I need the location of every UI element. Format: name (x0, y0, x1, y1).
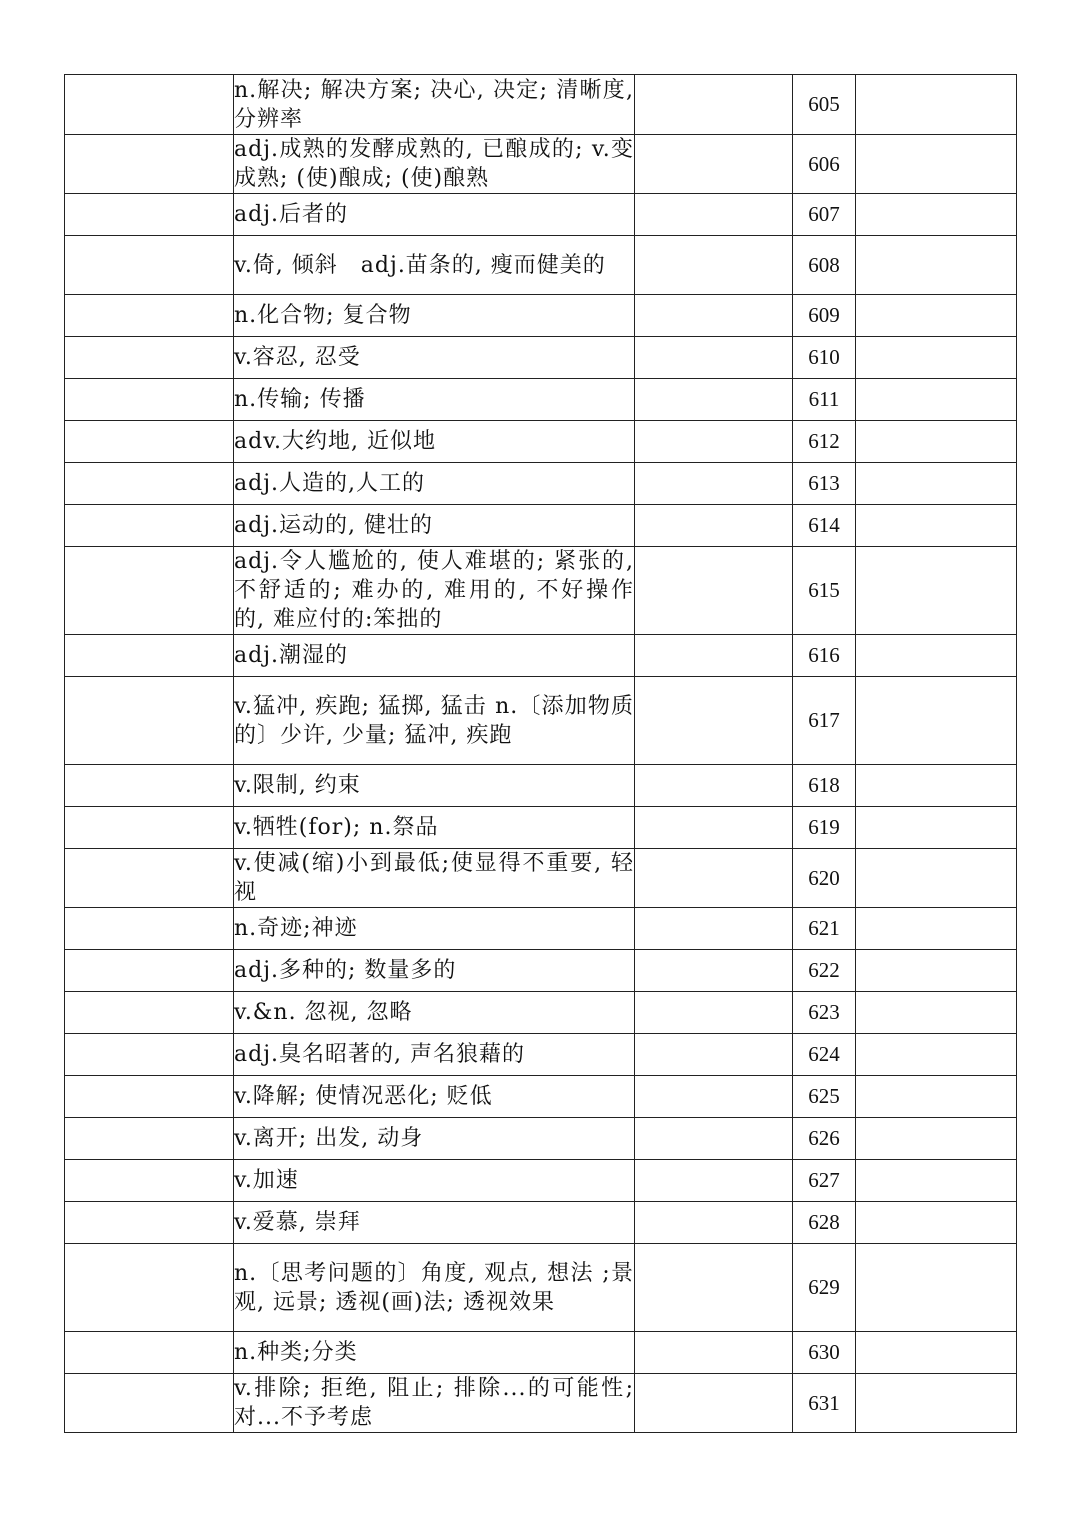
meaning-cell: adj.成熟的发酵成熟的, 已酿成的; v.变成熟; (使)酿成; (使)酿熟 (234, 135, 635, 194)
extra-cell (856, 463, 1017, 505)
meaning-cell: adj.令人尴尬的, 使人难堪的; 紧张的, 不舒适的; 难办的, 难用的, 不好操作的, 难应付的:笨拙的 (234, 547, 635, 635)
blank-cell (635, 236, 793, 295)
extra-cell (856, 635, 1017, 677)
word-cell (65, 547, 234, 635)
word-cell (65, 337, 234, 379)
word-cell (65, 635, 234, 677)
number-cell: 609 (793, 295, 856, 337)
meaning-cell: v.排除; 拒绝, 阻止; 排除...的可能性;对...不予考虑 (234, 1374, 635, 1433)
number-cell: 612 (793, 421, 856, 463)
meaning-cell: v.&n. 忽视, 忽略 (234, 992, 635, 1034)
table-row (65, 1076, 1017, 1118)
extra-cell (856, 807, 1017, 849)
word-cell (65, 1160, 234, 1202)
table-row (65, 1160, 1017, 1202)
table-row (65, 379, 1017, 421)
extra-cell (856, 1034, 1017, 1076)
word-cell (65, 1244, 234, 1332)
word-cell (65, 295, 234, 337)
blank-cell (635, 765, 793, 807)
blank-cell (635, 75, 793, 135)
meaning-cell: n.化合物; 复合物 (234, 295, 635, 337)
blank-cell (635, 194, 793, 236)
word-cell (65, 1374, 234, 1433)
blank-cell (635, 295, 793, 337)
extra-cell (856, 849, 1017, 908)
meaning-cell: n.种类;分类 (234, 1332, 635, 1374)
blank-cell (635, 677, 793, 765)
blank-cell (635, 547, 793, 635)
table-row (65, 849, 1017, 908)
number-cell: 611 (793, 379, 856, 421)
number-cell: 616 (793, 635, 856, 677)
extra-cell (856, 908, 1017, 950)
number-cell: 618 (793, 765, 856, 807)
blank-cell (635, 1160, 793, 1202)
table-row (65, 992, 1017, 1034)
meaning-cell: n.解决; 解决方案; 决心, 决定; 清晰度, 分辨率 (234, 75, 635, 135)
extra-cell (856, 677, 1017, 765)
word-cell (65, 1034, 234, 1076)
blank-cell (635, 421, 793, 463)
meaning-cell: v.倚, 倾斜 adj.苗条的, 瘦而健美的 (234, 236, 635, 295)
meaning-cell: n.奇迹;神迹 (234, 908, 635, 950)
table-row (65, 635, 1017, 677)
blank-cell (635, 337, 793, 379)
meaning-cell: adj.潮湿的 (234, 635, 635, 677)
word-cell (65, 1332, 234, 1374)
word-cell (65, 849, 234, 908)
number-cell: 613 (793, 463, 856, 505)
number-cell: 630 (793, 1332, 856, 1374)
extra-cell (856, 75, 1017, 135)
number-cell: 631 (793, 1374, 856, 1433)
blank-cell (635, 807, 793, 849)
table-row (65, 337, 1017, 379)
meaning-cell: v.使减(缩)小到最低;使显得不重要, 轻视 (234, 849, 635, 908)
meaning-cell: adj.后者的 (234, 194, 635, 236)
number-cell: 605 (793, 75, 856, 135)
table-row (65, 547, 1017, 635)
extra-cell (856, 421, 1017, 463)
meaning-cell: v.牺牲(for); n.祭品 (234, 807, 635, 849)
meaning-cell: v.猛冲, 疾跑; 猛掷, 猛击 n.〔添加物质的〕少许, 少量; 猛冲, 疾跑 (234, 677, 635, 765)
number-cell: 622 (793, 950, 856, 992)
word-cell (65, 950, 234, 992)
table-row (65, 1118, 1017, 1160)
meaning-cell: v.容忍, 忍受 (234, 337, 635, 379)
word-cell (65, 1118, 234, 1160)
vocabulary-table-body (65, 75, 1017, 1433)
table-row (65, 1244, 1017, 1332)
table-row (65, 135, 1017, 194)
extra-cell (856, 1374, 1017, 1433)
table-row (65, 194, 1017, 236)
number-cell: 607 (793, 194, 856, 236)
extra-cell (856, 765, 1017, 807)
number-cell: 627 (793, 1160, 856, 1202)
number-cell: 629 (793, 1244, 856, 1332)
number-cell: 624 (793, 1034, 856, 1076)
meaning-cell: adj.人造的,人工的 (234, 463, 635, 505)
blank-cell (635, 1202, 793, 1244)
blank-cell (635, 849, 793, 908)
extra-cell (856, 1244, 1017, 1332)
number-cell: 619 (793, 807, 856, 849)
meaning-cell: v.降解; 使情况恶化; 贬低 (234, 1076, 635, 1118)
extra-cell (856, 547, 1017, 635)
blank-cell (635, 1034, 793, 1076)
number-cell: 623 (793, 992, 856, 1034)
extra-cell (856, 992, 1017, 1034)
table-row (65, 765, 1017, 807)
table-row (65, 908, 1017, 950)
extra-cell (856, 295, 1017, 337)
number-cell: 608 (793, 236, 856, 295)
number-cell: 626 (793, 1118, 856, 1160)
word-cell (65, 505, 234, 547)
word-cell (65, 194, 234, 236)
table-row (65, 1332, 1017, 1374)
table-row (65, 75, 1017, 135)
table-row (65, 421, 1017, 463)
table-row (65, 1034, 1017, 1076)
vocabulary-table (64, 74, 1017, 1433)
blank-cell (635, 379, 793, 421)
blank-cell (635, 135, 793, 194)
extra-cell (856, 135, 1017, 194)
table-row (65, 295, 1017, 337)
blank-cell (635, 1118, 793, 1160)
word-cell (65, 379, 234, 421)
number-cell: 628 (793, 1202, 856, 1244)
word-cell (65, 807, 234, 849)
meaning-cell: adj.臭名昭著的, 声名狼藉的 (234, 1034, 635, 1076)
word-cell (65, 765, 234, 807)
extra-cell (856, 1332, 1017, 1374)
meaning-cell: adj.多种的; 数量多的 (234, 950, 635, 992)
word-cell (65, 908, 234, 950)
extra-cell (856, 337, 1017, 379)
number-cell: 615 (793, 547, 856, 635)
blank-cell (635, 1244, 793, 1332)
table-row (65, 950, 1017, 992)
word-cell (65, 677, 234, 765)
meaning-cell: v.爱慕, 崇拜 (234, 1202, 635, 1244)
meaning-cell: adv.大约地, 近似地 (234, 421, 635, 463)
word-cell (65, 463, 234, 505)
meaning-cell: v.离开; 出发, 动身 (234, 1118, 635, 1160)
meaning-cell: v.限制, 约束 (234, 765, 635, 807)
meaning-cell: v.加速 (234, 1160, 635, 1202)
word-cell (65, 236, 234, 295)
number-cell: 621 (793, 908, 856, 950)
number-cell: 610 (793, 337, 856, 379)
word-cell (65, 1202, 234, 1244)
table-row (65, 236, 1017, 295)
extra-cell (856, 1076, 1017, 1118)
number-cell: 614 (793, 505, 856, 547)
number-cell: 617 (793, 677, 856, 765)
word-cell (65, 135, 234, 194)
meaning-cell: n.传输; 传播 (234, 379, 635, 421)
number-cell: 625 (793, 1076, 856, 1118)
table-row (65, 807, 1017, 849)
extra-cell (856, 194, 1017, 236)
table-row (65, 463, 1017, 505)
table-row (65, 1202, 1017, 1244)
extra-cell (856, 379, 1017, 421)
blank-cell (635, 950, 793, 992)
word-cell (65, 421, 234, 463)
blank-cell (635, 992, 793, 1034)
blank-cell (635, 1076, 793, 1118)
table-row (65, 677, 1017, 765)
word-cell (65, 1076, 234, 1118)
word-cell (65, 75, 234, 135)
extra-cell (856, 1118, 1017, 1160)
extra-cell (856, 1202, 1017, 1244)
blank-cell (635, 1374, 793, 1433)
table-row (65, 505, 1017, 547)
extra-cell (856, 1160, 1017, 1202)
extra-cell (856, 505, 1017, 547)
word-cell (65, 992, 234, 1034)
extra-cell (856, 236, 1017, 295)
blank-cell (635, 635, 793, 677)
number-cell: 620 (793, 849, 856, 908)
blank-cell (635, 1332, 793, 1374)
number-cell: 606 (793, 135, 856, 194)
blank-cell (635, 505, 793, 547)
blank-cell (635, 908, 793, 950)
blank-cell (635, 463, 793, 505)
table-row (65, 1374, 1017, 1433)
meaning-cell: n.〔思考问题的〕角度, 观点, 想法 ;景观, 远景; 透视(画)法; 透视效果 (234, 1244, 635, 1332)
extra-cell (856, 950, 1017, 992)
meaning-cell: adj.运动的, 健壮的 (234, 505, 635, 547)
